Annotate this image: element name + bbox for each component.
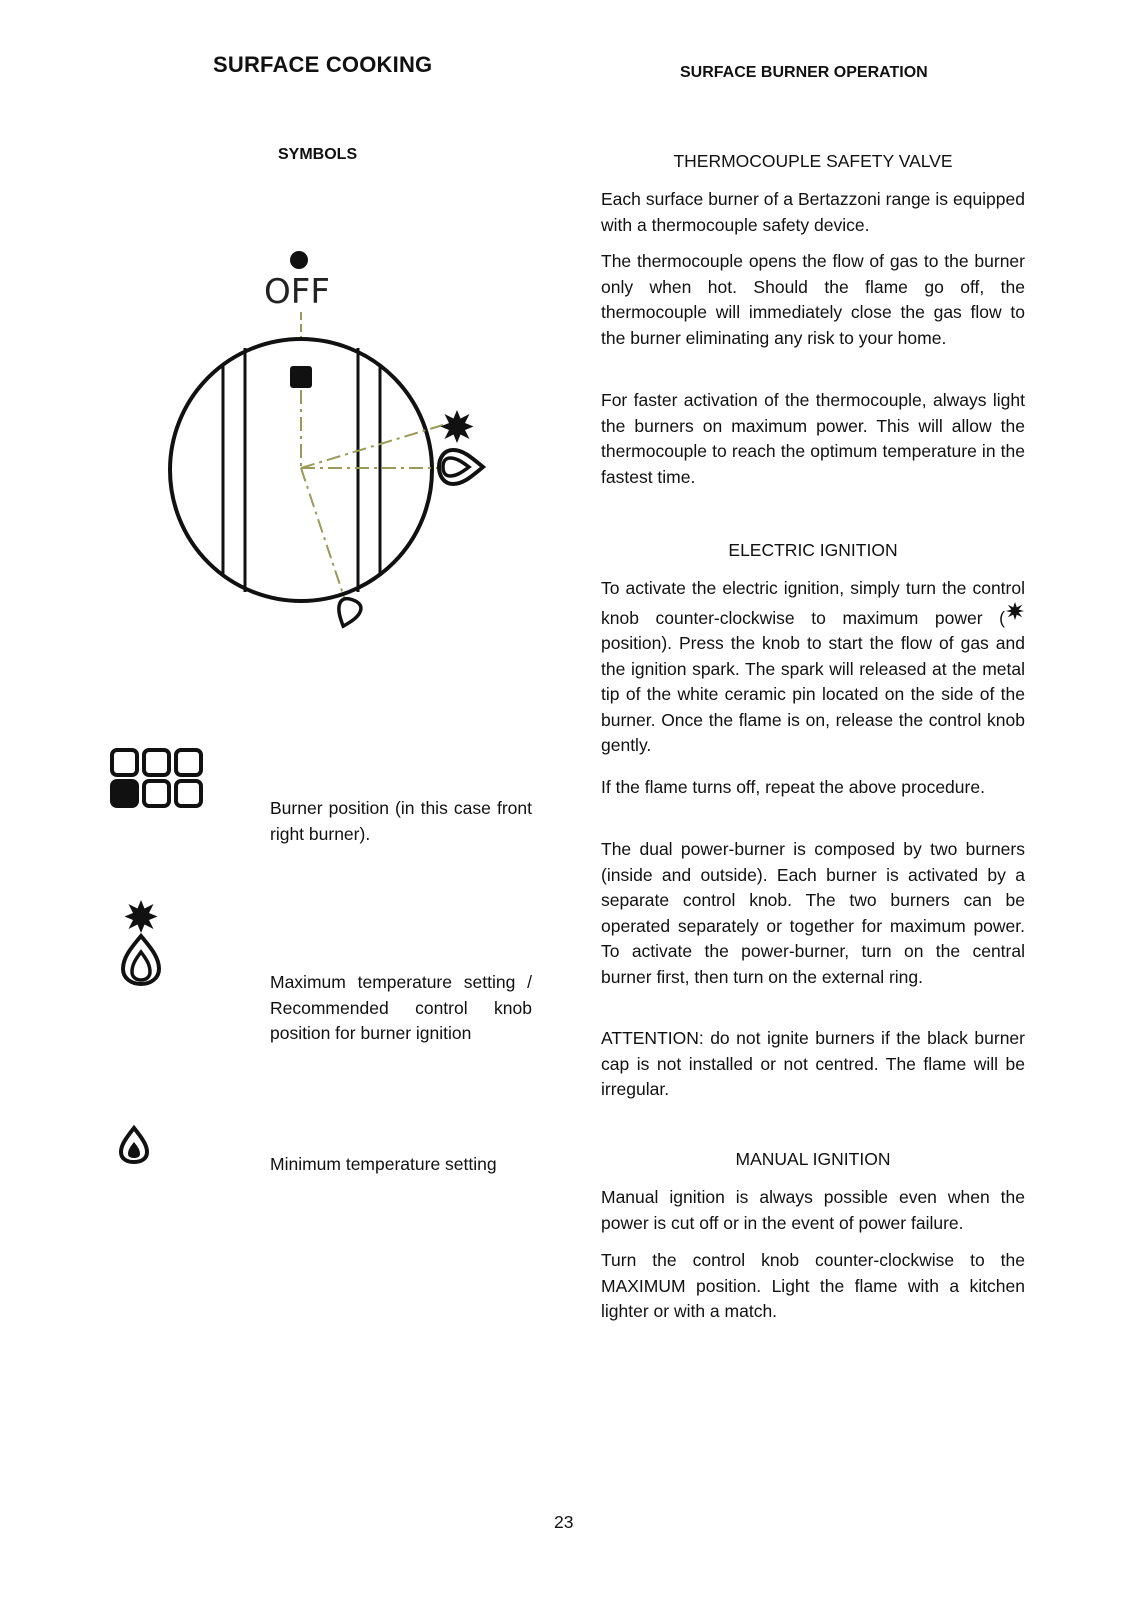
thermocouple-p3: For faster activation of the thermocouple, always light the burners on maximum power. This will allow the thermocouple to reach the optimum temperature in the fastest time. xyxy=(601,390,1025,487)
control-knob-diagram xyxy=(160,240,500,650)
thermocouple-p2: The thermocouple opens the flow of gas to the burner only when hot. Should the flame go off, the thermocouple will immediately close the gas flow to the burner eliminating any risk to your home. xyxy=(601,251,1025,348)
small-flame-icon xyxy=(118,1124,150,1164)
manual-ignition-p2: Turn the control knob counter-clockwise to the MAXIMUM position. Light the flame with a kitchen lighter or with a match. xyxy=(601,1250,1025,1321)
section-title-burner-operation: SURFACE BURNER OPERATION xyxy=(680,64,928,81)
symbols-heading: SYMBOLS xyxy=(278,146,358,163)
thermocouple-p1: Each surface burner of a Bertazzoni range is equipped with a thermocouple safety device. xyxy=(601,189,1025,235)
page-title: SURFACE COOKING xyxy=(213,52,433,77)
electric-ignition-heading: ELECTRIC IGNITION xyxy=(728,540,898,560)
manual-ignition-heading: MANUAL IGNITION xyxy=(735,1149,891,1169)
spark-star-icon xyxy=(441,410,474,443)
electric-ignition-p1: To activate the electric ignition, simply turn the control knob counter-clockwise to maximum power (position). Press the knob to start the flow of gas and the ignition spark. The spark will released at the metal tip of the white ceramic pin located on the side of the burner. Once the flame is on, release the control knob gently. xyxy=(601,578,1025,755)
electric-ignition-p3: The dual power-burner is composed by two burners (inside and outside). Each burner is activated by a separate control knob. The two burners can be operated separately or together for maximum power. To activate the power-burner, turn on the central burner first, then turn on the external ring. xyxy=(601,839,1025,987)
manual-ignition-p1: Manual ignition is always possible even when the power is cut off or in the event of power failure. xyxy=(601,1187,1025,1233)
page-number: 23 xyxy=(554,1512,574,1532)
knob-marker xyxy=(290,366,312,388)
min-flame-icon xyxy=(333,596,363,630)
electric-ignition-p4: ATTENTION: do not ignite burners if the black burner cap is not installed or not centred. The flame will be irregular. xyxy=(601,1028,1025,1099)
burner-position-grid-icon xyxy=(109,747,204,809)
off-dot-icon xyxy=(290,251,308,269)
max-flame-icon xyxy=(439,450,483,484)
spark-flame-icon xyxy=(120,898,165,986)
electric-ignition-p2: If the flame turns off, repeat the above procedure. xyxy=(601,777,985,797)
burner-position-text: Burner position (in this case front right burner). xyxy=(270,798,532,844)
inline-spark-star-icon xyxy=(1006,602,1024,620)
max-temp-text: Maximum temperature setting / Recommended control knob position for burner ignition xyxy=(270,972,532,1043)
off-label: OFF xyxy=(264,272,330,312)
thermocouple-heading: THERMOCOUPLE SAFETY VALVE xyxy=(673,151,953,171)
min-temp-text: Minimum temperature setting xyxy=(270,1154,497,1174)
